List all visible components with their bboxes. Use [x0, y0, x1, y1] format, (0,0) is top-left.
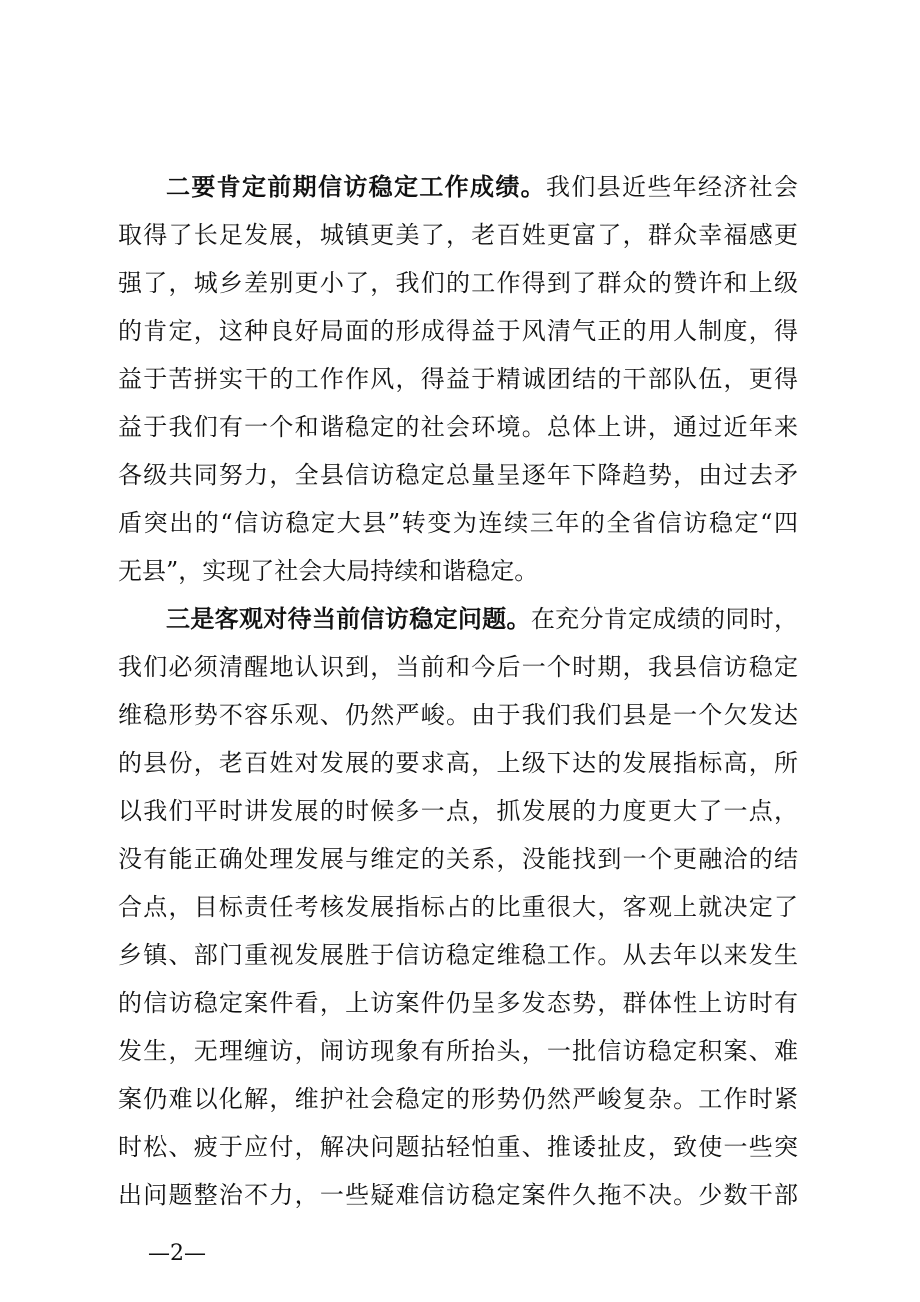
- paragraph-1-line-9: 无县”，实现了社会大局持续和谐稳定。: [118, 557, 539, 585]
- paragraph-2-line-8: 乡镇、部门重视发展胜于信访稳定维稳工作。从去年以来发生: [118, 941, 798, 969]
- paragraph-1-text: 我们县近些年经济社会: [546, 173, 798, 201]
- paragraph-2-text: 在充分肯定成绩的同时，: [530, 605, 798, 633]
- paragraph-2-line-7: 合点，目标责任考核发展指标占的比重很大，客观上就决定了: [118, 893, 798, 921]
- paragraph-2-line-2: 我们必须清醒地认识到，当前和今后一个时期，我县信访稳定: [118, 653, 798, 681]
- paragraph-2-line-9: 的信访稳定案件看，上访案件仍呈多发态势，群体性上访时有: [118, 989, 798, 1017]
- paragraph-2-line-11: 案仍难以化解，维护社会稳定的形势仍然严峻复杂。工作时紧: [118, 1085, 798, 1113]
- paragraph-2-line-4: 的县份，老百姓对发展的要求高，上级下达的发展指标高，所: [118, 749, 798, 777]
- paragraph-2-line-1: [166, 604, 798, 634]
- paragraph-2-line-10: 发生，无理缠访，闹访现象有所抬头，一批信访稳定积案、难: [118, 1037, 798, 1065]
- paragraph-1-line-1: [166, 172, 798, 202]
- paragraph-2-line-5: 以我们平时讲发展的时候多一点，抓发展的力度更大了一点，: [118, 797, 798, 825]
- paragraph-2-line-13: 出问题整治不力，一些疑难信访稳定案件久拖不决。少数干部: [118, 1181, 798, 1209]
- paragraph-2-line-3: 维稳形势不容乐观、仍然严峻。由于我们我们县是一个欠发达: [118, 701, 798, 729]
- paragraph-2-line-6: 没有能正确处理发展与维定的关系，没能找到一个更融洽的结: [118, 845, 798, 873]
- paragraph-1-line-4: 的肯定，这种良好局面的形成得益于风清气正的用人制度，得: [118, 317, 798, 345]
- paragraph-1-line-8: 盾突出的“信访稳定大县”转变为连续三年的全省信访稳定“四: [118, 509, 798, 537]
- paragraph-1-line-3: 强了，城乡差别更小了，我们的工作得到了群众的赞许和上级: [118, 269, 798, 297]
- paragraph-1-line-7: 各级共同努力，全县信访稳定总量呈逐年下降趋势，由过去矛: [118, 461, 798, 489]
- paragraph-1-heading: 二要肯定前期信访稳定工作成绩。: [166, 172, 546, 201]
- paragraph-2-line-12: 时松、疲于应付，解决问题拈轻怕重、推诿扯皮，致使一些突: [118, 1133, 798, 1161]
- paragraph-1-line-6: 益于我们有一个和谐稳定的社会环境。总体上讲，通过近年来: [118, 413, 798, 441]
- paragraph-1-line-2: 取得了长足发展，城镇更美了，老百姓更富了，群众幸福感更: [118, 221, 798, 249]
- paragraph-1-line-5: 益于苦拼实干的工作作风，得益于精诚团结的干部队伍，更得: [118, 365, 798, 393]
- page-number: —2—: [148, 1241, 206, 1266]
- paragraph-2-heading: 三是客观对待当前信访稳定问题。: [166, 604, 531, 633]
